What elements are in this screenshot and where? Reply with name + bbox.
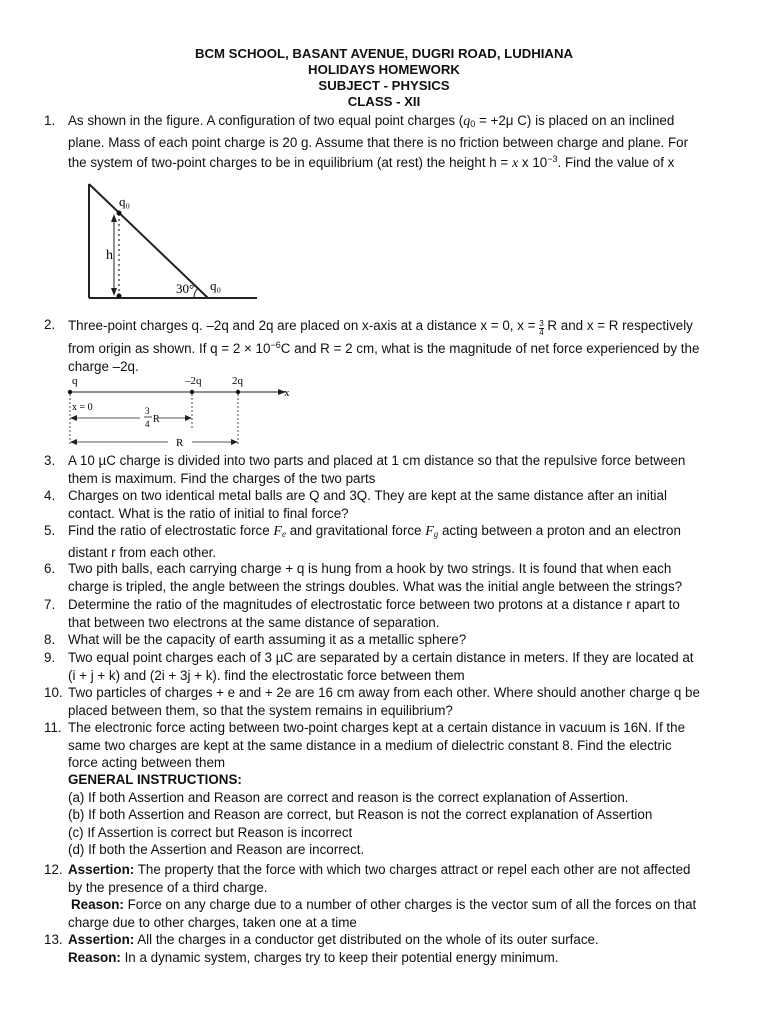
charge-minus-2q — [190, 390, 194, 394]
q12-assertion: Assertion: The property that the force with which two charges attract or repel each other are not affected — [68, 862, 691, 877]
instruction-d: (d) If both the Assertion and Reason are incorrect. — [68, 842, 365, 858]
q2-line-1: Three-point charges q. –2q and 2q are placed on x-axis at a distance x = 0, x = $\frac{3}{4}$ R and x = R respectively — [68, 318, 693, 337]
question-number: 12. — [44, 862, 63, 877]
q8-line-1: What will be the capacity of earth assuming it as a metallic sphere? — [68, 632, 467, 647]
q9-line-2: (i + j + k) and (2i + 3j + k). find the electrostatic force between them — [68, 667, 465, 683]
instruction-a: (a) If both Assertion and Reason are correct and reason is the correct explanation of Assertion. — [68, 789, 629, 805]
label-x: x — [284, 387, 290, 399]
question-number: 2. — [44, 317, 56, 332]
question-number: 4. — [44, 488, 56, 503]
q10-line-1: Two particles of charges + e and + 2e are 16 cm away from each other. Where should another charge q be — [68, 685, 700, 700]
question-number: 8. — [44, 632, 56, 647]
question-number: 11. — [44, 720, 62, 735]
q9-line-1: Two equal point charges each of 3 µC are separated by a certain distance in meters. If they are located at — [68, 650, 694, 665]
question-number: 7. — [44, 597, 56, 612]
question-number: 9. — [44, 650, 56, 665]
class-title: CLASS - XII — [347, 94, 421, 109]
label-four: 4 — [145, 419, 150, 429]
q12-assertion-line-2: by the presence of a third charge. — [68, 879, 268, 895]
q6-line-1: Two pith balls, each carrying charge + q is hung from a hook by two strings. It is found that when each — [68, 561, 672, 576]
q11-line-1: The electronic force acting between two-point charges kept at a certain distance in vacuum is 16N. If the — [68, 720, 686, 735]
label-q0-top: q₀ — [119, 194, 131, 209]
instruction-c: (c) If Assertion is correct but Reason is incorrect — [68, 824, 353, 840]
q3-line-1: A 10 µC charge is divided into two parts and placed at 1 cm distance so that the repulsive force between — [68, 453, 686, 468]
q4-line-2: contact. What is the ratio of initial to final force? — [68, 505, 349, 521]
q6-line-2: charge is tripled, the angle between the strings doubles. What was the initial angle between the strings? — [68, 578, 683, 594]
question-number: 10. — [44, 685, 63, 700]
charge-bottom — [117, 294, 122, 299]
q5-line-2: distant r from each other. — [68, 544, 217, 560]
instructions-heading: GENERAL INSTRUCTIONS: — [68, 772, 242, 787]
subject-title: SUBJECT - PHYSICS — [318, 78, 450, 93]
label-h: h — [106, 248, 113, 263]
angle-arc — [194, 288, 198, 298]
q4-line-1: Charges on two identical metal balls are Q and 3Q. They are kept at the same distance after an initial — [68, 488, 667, 503]
q3-line-2: them is maximum. Find the charges of the two parts — [68, 470, 376, 486]
label-2q: 2q — [232, 375, 243, 387]
q1-line-2: plane. Mass of each point charge is 20 g. Assume that there is no friction between charge and plane. For — [68, 134, 689, 150]
question-number: 5. — [44, 523, 56, 538]
q12-reason-line-2: charge due to other charges, taken one at a time — [68, 914, 357, 930]
q13-reason: Reason: In a dynamic system, charges try to keep their potential energy minimum. — [68, 949, 559, 965]
x-axis-charges-figure — [66, 372, 306, 448]
q7-line-2: that between two electrons at the same distance of separation. — [68, 614, 440, 630]
q1-line-3: the system of two-point charges to be in equilibrium (at rest) the height h = x x $10^{-3}$. Find the value of x — [68, 154, 675, 172]
general-instructions — [68, 771, 748, 859]
q13-assertion: Assertion: All the charges in a conductor get distributed on the whole of its outer surface. — [68, 932, 599, 947]
label-r: R — [176, 437, 184, 448]
label-q0-bottom: q₀ — [210, 278, 222, 293]
q2-line-2: from origin as shown. If $q = 2 \times 10^{-6}C$ and R = 2 cm, what is the magnitude of net force experienced by the — [68, 340, 700, 356]
charge-q — [68, 390, 72, 394]
q5-line-1: Find the ratio of electrostatic force $F_e$ and gravitational force $F_g$ acting between a proton and an electron — [68, 523, 681, 539]
label-three: 3 — [145, 406, 150, 416]
q7-line-1: Determine the ratio of the magnitudes of electrostatic force between two protons at a distance r apart to — [68, 597, 680, 612]
label-x-equals-0: x = 0 — [72, 402, 93, 413]
label-r-fraction: R — [153, 414, 160, 425]
label-q: q — [72, 375, 78, 387]
q1-line-1: As shown in the figure. A configuration of two equal point charges ($q_0 = +2\mu$ C) is placed on an inclined — [68, 113, 675, 129]
question-number: 1. — [44, 113, 56, 128]
label-angle: 30° — [176, 281, 195, 296]
inclined-plane-figure — [80, 176, 260, 302]
instruction-b: (b) If both Assertion and Reason are correct, but Reason is not the correct explanation of Assertion — [68, 807, 653, 823]
q10-line-2: placed between them, so that the system remains in equilibrium? — [68, 702, 453, 718]
question-number: 3. — [44, 453, 56, 468]
question-number: 6. — [44, 561, 56, 576]
homework-title: HOLIDAYS HOMEWORK — [308, 62, 460, 77]
charge-2q — [236, 390, 240, 394]
label-minus-2q: –2q — [185, 375, 202, 387]
school-name: BCM SCHOOL, BASANT AVENUE, DUGRI ROAD, LUDHIANA — [194, 46, 574, 61]
charge-top — [117, 211, 122, 216]
q2-line-3: charge –2q. — [68, 358, 139, 374]
question-number: 13. — [44, 932, 63, 947]
q11-line-3: force acting between them — [68, 755, 226, 771]
q11-line-2: same two charges are kept at the same distance in a medium of dielectric constant 8. Find the electric — [68, 737, 672, 753]
q12-reason: Reason: Force on any charge due to a number of other charges is the vector sum of all the forces on that — [71, 897, 697, 913]
